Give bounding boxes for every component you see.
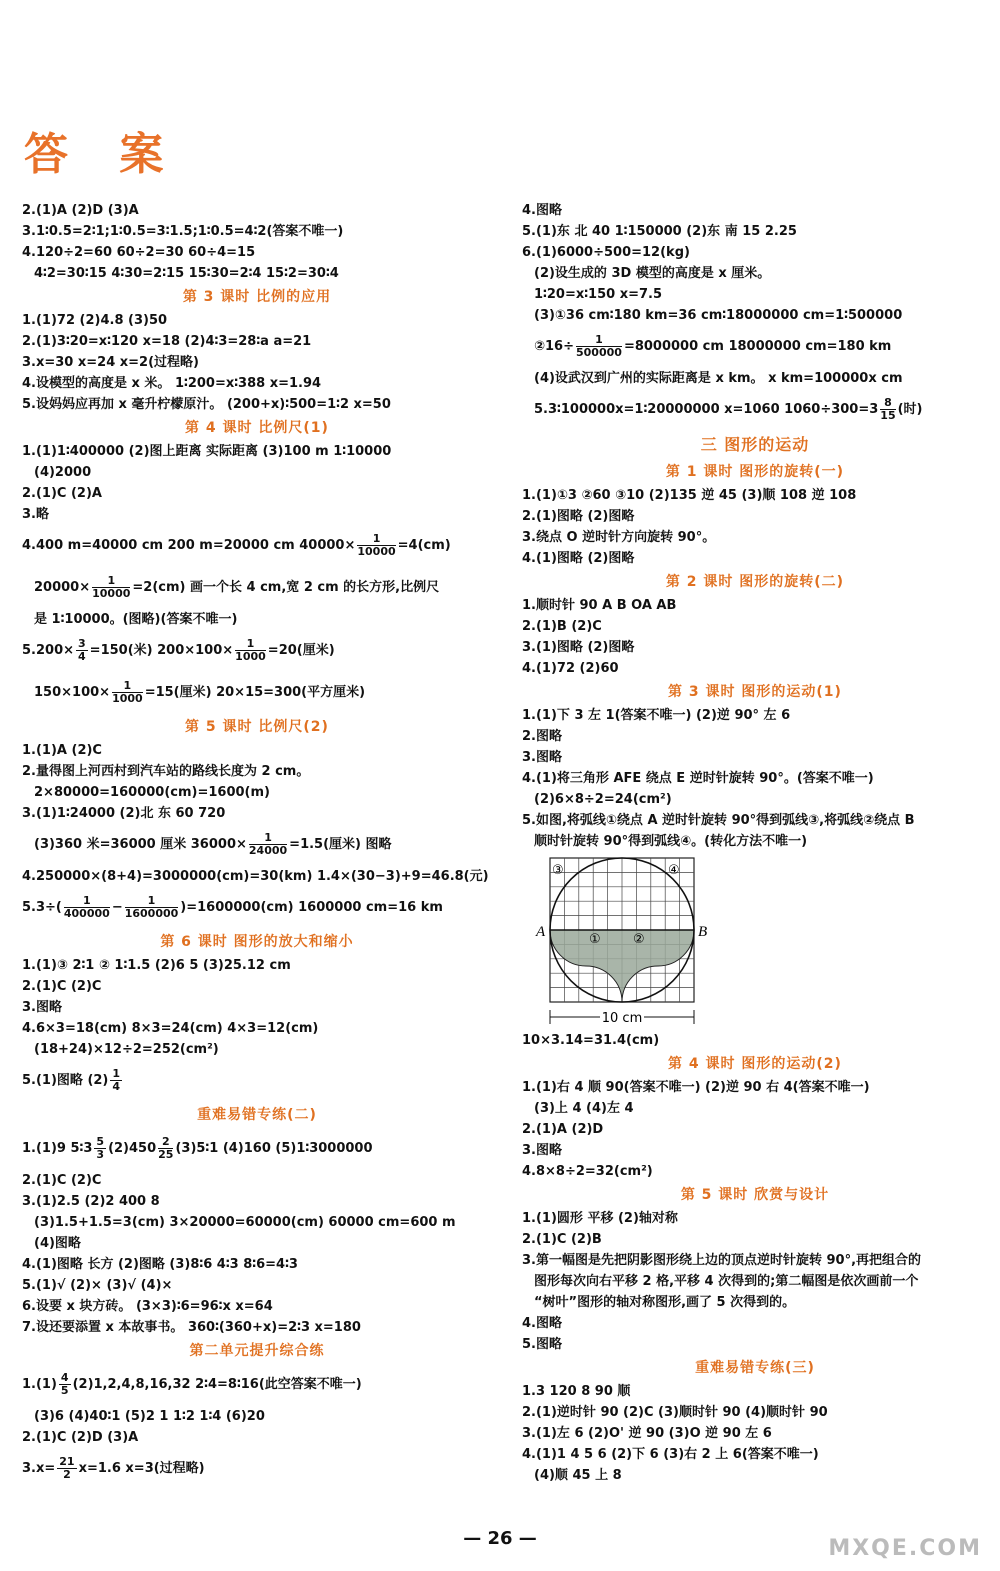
answer-line: (3)1.5+1.5=3(cm) 3×20000=60000(cm) 60000 cm=600 m (34, 1215, 456, 1230)
answer-line: (2)6×8÷2=24(cm²) (534, 792, 672, 807)
dimension-label: 10 cm (601, 1011, 643, 1026)
answer-line: 2.(1)C (2)D (3)A (22, 1430, 139, 1445)
answer-line: 3.图略 (522, 1143, 562, 1158)
answer-line: 5.(1)√ (2)× (3)√ (4)× (22, 1278, 173, 1293)
answer-line: (4)2000 (34, 465, 92, 480)
answer-line: 5.如图,将弧线①绕点 A 逆时针旋转 90°得到弧线③,将弧线②绕点 B (522, 813, 915, 828)
answer-line: (4)顺 45 上 8 (534, 1468, 622, 1483)
answer-line: 7.设还要添置 x 本故事书。 360∶(360+x)=2∶3 x=180 (22, 1320, 361, 1335)
section-heading: 第 4 课时 图形的运动(2) (668, 1056, 842, 1072)
fraction (576, 334, 622, 359)
text: =20(厘米) (267, 643, 335, 658)
answer-line: 4.设模型的高度是 x 米。 1∶200=x∶388 x=1.94 (22, 376, 322, 391)
fraction-numerator: 4 (60, 1371, 69, 1384)
fraction-denominator: 10000 (357, 545, 396, 558)
answer-line: 1.(1)A (2)C (22, 743, 102, 758)
answer-line: 2.(1)3∶20=x∶120 x=18 (2)4∶3=28∶a a=21 (22, 334, 312, 349)
answer-line: (18+24)×12÷2=252(cm²) (34, 1042, 219, 1057)
arc-label-1: ① (589, 932, 601, 947)
answer-line: 2.(1)图略 (2)图略 (522, 509, 635, 524)
answer-line: 1∶20=x∶150 x=7.5 (534, 287, 663, 302)
answer-line: (2)设生成的 3D 模型的高度是 x 厘米。 (534, 266, 771, 281)
fraction (880, 397, 895, 422)
text: 5.200× (22, 643, 75, 658)
fraction (249, 832, 287, 857)
text: 5.(1)图略 (2) (22, 1073, 109, 1088)
answer-line: 3.1∶0.5=2∶1;1∶0.5=3∶1.5;1∶0.5=4∶2(答案不唯一) (22, 224, 344, 239)
label-a: A (536, 924, 546, 940)
grid-circle-figure (522, 852, 988, 1030)
fraction-numerator: 1 (576, 334, 622, 347)
answer-line: (4)设武汉到广州的实际距离是 x km。 x km=100000x cm (534, 371, 903, 386)
answer-line: 1.(1)1∶400000 (2)图上距离 实际距离 (3)100 m 1∶10000 (22, 444, 392, 459)
answer-line: 4.(1)将三角形 AFE 绕点 E 逆时针旋转 90°。(答案不唯一) (522, 771, 874, 786)
text: x=1.6 x=3(过程略) (78, 1461, 205, 1476)
text: =15(厘米) 20×15=300(平方厘米) (144, 685, 366, 700)
answer-line: 6.(1)6000÷500=12(kg) (522, 245, 690, 260)
answer-line (22, 1364, 492, 1406)
fraction-denominator: 500000 (576, 346, 622, 359)
right-column (522, 200, 988, 1486)
answer-line (22, 824, 492, 866)
answer-line: 2.(1)C (2)B (522, 1232, 602, 1247)
fraction (235, 638, 266, 663)
text: 4.400 m=40000 cm 200 m=20000 cm 40000× (22, 538, 356, 553)
fraction (57, 1456, 76, 1481)
fraction-numerator: 1 (92, 575, 130, 588)
text: (3)360 米=36000 厘米 36000× (34, 837, 247, 852)
fraction (94, 1136, 106, 1161)
answer-line: 4.8×8÷2=32(cm²) (522, 1164, 653, 1179)
fraction-numerator: 21 (59, 1455, 75, 1468)
answer-line (22, 1448, 492, 1490)
answer-line (22, 672, 492, 714)
text: − (111, 900, 123, 915)
answer-line (522, 326, 988, 368)
fraction (92, 575, 130, 600)
fraction-denominator: 15 (880, 409, 896, 422)
fraction (110, 1068, 122, 1093)
fraction-numerator: 1 (235, 638, 266, 651)
fraction-denominator: 1000 (112, 692, 143, 705)
answer-line (22, 1128, 492, 1170)
section-heading: 第 6 课时 图形的放大和缩小 (160, 934, 354, 950)
answer-line (22, 1060, 492, 1102)
answer-line: 4.(1)1 4 5 6 (2)下 6 (3)右 2 上 6(答案不唯一) (522, 1447, 819, 1462)
answer-line: 3.图略 (22, 1000, 62, 1015)
fraction (64, 895, 110, 920)
answer-line: 4.(1)图略 长方 (2)图略 (3)8∶6 4∶3 8∶6=4∶3 (22, 1257, 298, 1272)
section-heading: 第 4 课时 比例尺(1) (185, 420, 329, 436)
fraction-denominator: 1600000 (124, 907, 179, 920)
answer-line: (3)6 (4)40∶1 (5)2 1 1∶2 1∶4 (6)20 (34, 1409, 265, 1424)
text: 3.x= (22, 1461, 56, 1476)
answer-line: 1.(1)圆形 平移 (2)轴对称 (522, 1211, 678, 1226)
answer-line: 4.图略 (522, 1316, 562, 1331)
fraction-denominator: 3 (96, 1148, 105, 1161)
text: 1.(1) (22, 1377, 57, 1392)
text: (时) (897, 402, 923, 417)
text: 20000× (34, 580, 91, 595)
fraction-numerator: 1 (357, 533, 395, 546)
label-b: B (698, 924, 708, 940)
answer-line: 2.图略 (522, 729, 562, 744)
answer-line (22, 630, 492, 672)
watermark: MXQE.COM (828, 1536, 982, 1561)
fraction-denominator: 25 (158, 1148, 174, 1161)
answer-line: 2.(1)C (2)C (22, 1173, 102, 1188)
answer-line: 2.(1)A (2)D (3)A (22, 203, 139, 218)
answer-line: 1.(1)③ 2∶1 ② 1∶1.5 (2)6 5 (3)25.12 cm (22, 958, 291, 973)
answer-line: 3.绕点 O 逆时针方向旋转 90°。 (522, 530, 716, 545)
unit-heading: 三 图形的运动 (700, 435, 810, 454)
fraction-numerator: 1 (112, 1067, 121, 1080)
fraction-denominator: 5 (60, 1384, 69, 1397)
answer-line: 3.图略 (522, 750, 562, 765)
answer-line: 3.x=30 x=24 x=2(过程略) (22, 355, 199, 370)
text: )=1600000(cm) 1600000 cm=16 km (180, 900, 443, 915)
text: (2)450 (108, 1141, 157, 1156)
answer-line: 1.顺时针 90 A B OA AB (522, 598, 677, 613)
section-heading: 第 5 课时 比例尺(2) (185, 719, 329, 735)
text: 1.(1)9 5∶3 (22, 1141, 93, 1156)
section-heading: 重难易错专练(三) (695, 1360, 815, 1376)
answer-line: 3.略 (22, 507, 49, 522)
fraction-denominator: 2 (63, 1468, 71, 1481)
text: =1.5(厘米) 图略 (289, 837, 392, 852)
section-heading: 第 2 课时 图形的旋转(二) (665, 574, 845, 590)
section-heading: 第二单元提升综合练 (189, 1343, 325, 1359)
shaded-region (550, 930, 694, 1002)
fraction (59, 1372, 71, 1397)
text: =4(cm) (397, 538, 451, 553)
fraction (357, 533, 395, 558)
text: 150×100× (34, 685, 111, 700)
text: (3)5∶1 (4)160 (5)1∶3000000 (175, 1141, 373, 1156)
answer-line: 4∶2=30∶15 4∶30=2∶15 15∶30=2∶4 15∶2=30∶4 (34, 266, 339, 281)
answer-line: 1.(1)下 3 左 1(答案不唯一) (2)逆 90° 左 6 (522, 708, 791, 723)
answer-line: 4.(1)图略 (2)图略 (522, 551, 635, 566)
fraction-numerator: 8 (880, 397, 895, 410)
answer-line (522, 389, 988, 431)
fraction-denominator: 4 (112, 1080, 121, 1093)
text: =2(cm) 画一个长 4 cm,宽 2 cm 的长方形,比例尺 (132, 580, 440, 595)
answer-line: 4.6×3=18(cm) 8×3=24(cm) 4×3=12(cm) (22, 1021, 319, 1036)
answer-line: 4.120÷2=60 60÷2=30 60÷4=15 (22, 245, 256, 260)
fraction-numerator: 5 (96, 1135, 105, 1148)
text: 5.3∶100000x=1∶20000000 x=1060 1060÷300=3 (534, 402, 879, 417)
fraction-denominator: 4 (78, 650, 86, 663)
answer-line: 1.3 120 8 90 顺 (522, 1384, 631, 1399)
answer-line: 2.(1)逆时针 90 (2)C (3)顺时针 90 (4)顺时针 90 (522, 1405, 828, 1420)
answer-line: 4.图略 (522, 203, 562, 218)
text: ②16÷ (534, 339, 574, 354)
text: =8000000 cm 18000000 cm=180 km (623, 339, 892, 354)
fraction (125, 895, 179, 920)
answer-line: 5.图略 (522, 1337, 562, 1352)
fraction-denominator: 10000 (92, 587, 131, 600)
section-heading: 第 5 课时 欣赏与设计 (680, 1187, 830, 1203)
fraction-numerator: 1 (249, 832, 287, 845)
answer-line: 2×80000=160000(cm)=1600(m) (34, 785, 270, 800)
text: =150(米) 200×100× (89, 643, 234, 658)
answer-line: 3.第一幅图是先把阴影图形绕上边的顶点逆时针旋转 90°,再把组合的 (522, 1253, 922, 1268)
answer-line: 图形每次向右平移 2 格,平移 4 次得到的;第二幅图是依次画前一个 (534, 1274, 919, 1289)
arc-label-2: ② (633, 932, 645, 947)
answer-line: 2.(1)B (2)C (522, 619, 602, 634)
section-heading: 第 3 课时 比例的应用 (182, 289, 332, 305)
answer-line: 6.设要 x 块方砖。 (3×3)∶6=96∶x x=64 (22, 1299, 273, 1314)
answer-line (22, 887, 492, 929)
answer-line: 3.(1)图略 (2)图略 (522, 640, 635, 655)
fraction-numerator: 1 (112, 680, 143, 693)
fraction-numerator: 2 (158, 1136, 173, 1149)
text: (2)1,2,4,8,16,32 2∶4=8∶16(此空答案不唯一) (72, 1377, 362, 1392)
answer-line: 2.量得图上河西村到汽车站的路线长度为 2 cm。 (22, 764, 310, 779)
answer-line: 10×3.14=31.4(cm) (522, 1033, 660, 1048)
answer-line: (4)图略 (34, 1236, 81, 1251)
fraction-numerator: 1 (125, 895, 179, 908)
answer-line: 2.(1)C (2)C (22, 979, 102, 994)
answer-line: 2.(1)A (2)D (522, 1122, 604, 1137)
fraction (158, 1136, 173, 1161)
answer-line: 5.(1)东 北 40 1∶150000 (2)东 南 15 2.25 (522, 224, 797, 239)
fraction (112, 680, 143, 705)
arc-label-3: ③ (552, 863, 564, 878)
fraction-denominator: 24000 (248, 844, 288, 857)
answer-line (22, 567, 492, 609)
answer-line: 4.(1)72 (2)60 (522, 661, 619, 676)
fraction-numerator: 3 (78, 637, 86, 650)
section-heading: 第 3 课时 图形的运动(1) (668, 684, 842, 700)
arc-label-4: ④ (668, 863, 680, 878)
section-heading: 重难易错专练(二) (197, 1107, 317, 1123)
answer-line: 是 1∶10000。(图略)(答案不唯一) (34, 612, 238, 627)
section-heading: 第 1 课时 图形的旋转(一) (665, 464, 845, 480)
answer-line: (3)上 4 (4)左 4 (534, 1101, 634, 1116)
answer-line: “树叶”图形的轴对称图形,画了 5 次得到的。 (534, 1295, 796, 1310)
answer-line: 2.(1)C (2)A (22, 486, 102, 501)
answer-line: 3.(1)2.5 (2)2 400 8 (22, 1194, 160, 1209)
fraction-denominator: 400000 (63, 907, 110, 920)
answer-line: (3)①36 cm∶180 km=36 cm∶18000000 cm=1∶500000 (534, 308, 903, 323)
answer-line: 3.(1)左 6 (2)O' 逆 90 (3)O 逆 90 左 6 (522, 1426, 772, 1441)
text: 5.3÷( (22, 900, 62, 915)
answer-line: 1.(1)72 (2)4.8 (3)50 (22, 313, 168, 328)
fraction-denominator: 1000 (235, 650, 266, 663)
page-number: — 26 — (463, 1528, 537, 1549)
answer-line: 5.设妈妈应再加 x 毫升柠檬原汁。 (200+x)∶500=1∶2 x=50 (22, 397, 391, 412)
answer-line: 3.(1)1∶24000 (2)北 东 60 720 (22, 806, 226, 821)
answer-line: 1.(1)右 4 顺 90(答案不唯一) (2)逆 90 右 4(答案不唯一) (522, 1080, 870, 1095)
answer-line: 1.(1)①3 ②60 ③10 (2)135 逆 45 (3)顺 108 逆 108 (522, 488, 857, 503)
fraction-numerator: 1 (64, 895, 110, 908)
fraction (76, 638, 88, 663)
page-title: 答 案 (24, 129, 182, 180)
answer-line: 4.250000×(8+4)=3000000(cm)=30(km) 1.4×(30−3)+9=46.8(元) (22, 869, 489, 884)
answer-line: 顺时针旋转 90°得到弧线④。(转化方法不唯一) (534, 834, 808, 849)
figure-svg (522, 852, 722, 1030)
left-column (22, 200, 492, 1490)
answer-line (22, 525, 492, 567)
